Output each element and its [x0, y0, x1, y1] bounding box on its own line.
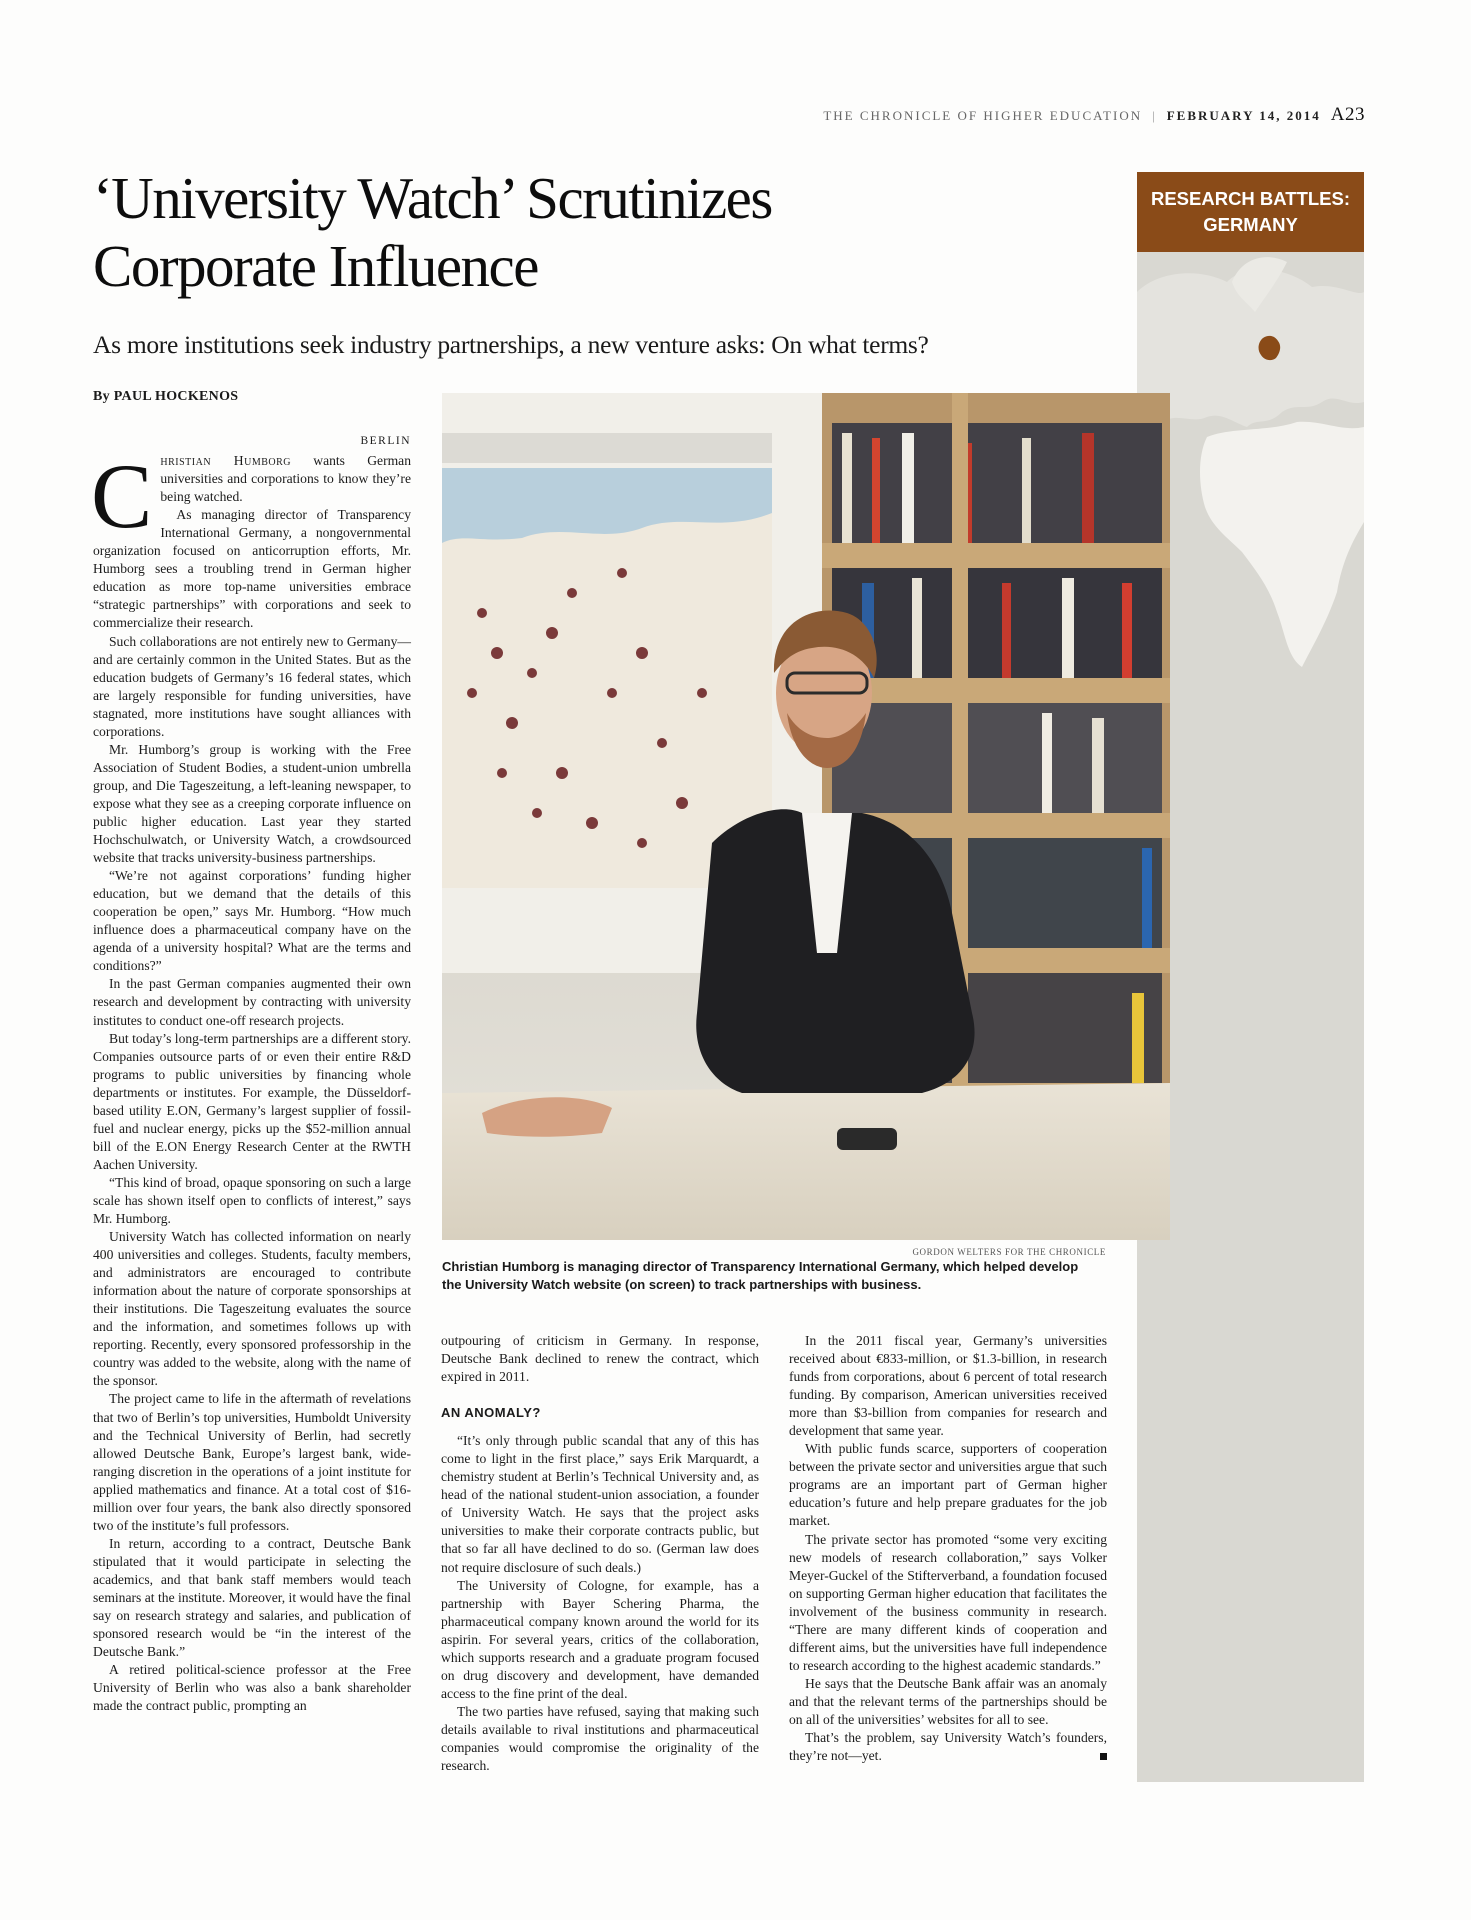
paragraph: In the past German companies augmented their own research and development by contracting with university institutes to conduct one-off research projects. [93, 976, 411, 1028]
publication-name: THE CHRONICLE OF HIGHER EDUCATION [823, 108, 1143, 123]
sidebar-title-line-1: RESEARCH BATTLES: [1150, 188, 1351, 209]
paragraph: In return, according to a contract, Deutsche Bank stipulated that it would participate in selecting the academics, and that bank staff members would teach seminars at the institute. Moreover, it would have the final say on research strategy and salaries, and publication of sponsored research would be “in the interest of the Deutsche Bank.” [93, 1535, 411, 1660]
article-column-2 [441, 1332, 759, 1775]
paragraph: But today’s long-term partnerships are a different story. Companies outsource parts of or even their entire R&D programs to public universities by financing whole departments or institutes. For example, the Düsseldorf-based utility E.ON, Germany’s largest supplier of fossil-fuel and nuclear energy, picks up the $52-million annual bill of the E.ON Energy Research Center at the RWTH Aachen University. [93, 1030, 411, 1172]
article-headline [93, 164, 1093, 300]
final-paragraph [789, 1729, 1107, 1765]
africa-landmass [1200, 422, 1364, 667]
headline-line-1: ‘University Watch’ Scrutinizes [93, 165, 772, 231]
drop-cap: C [91, 445, 153, 548]
paragraph: As managing director of Transparency International Germany, a nongovernmental organization focused on anticorruption efforts, Mr. Humborg sees a troubling trend in German higher education as more top-name universities embrace “strategic partnerships” with corporations and seek to commercialize their research. [93, 507, 411, 631]
paragraph: The University of Cologne, for example, has a partnership with Bayer Schering Pharma, the pharmaceutical company known around the world for its aspirin. For several years, critics of the collaboration, which supports research and a graduate program focused on drug discovery and development, have demanded access to the fine print of the deal. [441, 1577, 759, 1701]
paragraph: Such collaborations are not entirely new to Germany—and are certainly common in the United States. But as the education budgets of Germany’s 16 federal states, which are largely responsible for funding universities, have stagnated, more institutions have sought alliances with corporations. [93, 633, 411, 739]
article-column-1 [93, 432, 411, 1715]
paragraph: A retired political-science professor at the Free University of Berlin who was also a bank shareholder made the contract public, prompting an [93, 1662, 411, 1714]
page-number: A23 [1330, 104, 1365, 125]
lead-paragraph [91, 445, 412, 548]
sidebar-rail [1137, 172, 1364, 1782]
masthead [700, 104, 1365, 126]
issue-date: FEBRUARY 14, 2014 [1166, 108, 1321, 123]
sidebar-title-line-2: GERMANY [1203, 214, 1298, 235]
paragraph: With public funds scarce, supporters of cooperation between the private sector and universities argue that such programs are an important part of German higher education’s future and help prepare graduates for the job market. [789, 1441, 1107, 1529]
sidebar-header [1137, 172, 1364, 252]
paragraph: He says that the Deutsche Bank affair was an anomaly and that the relevant terms of the partnerships should be on all of the universities’ websites for all to see. [789, 1675, 1107, 1727]
photo-illustration [442, 393, 1170, 1240]
end-mark-icon [1100, 1753, 1107, 1760]
paragraph: “This kind of broad, opaque sponsoring on such a large scale has shown itself open to conflicts of interest,” says Mr. Humborg. [93, 1174, 411, 1227]
dateline: BERLIN [360, 435, 411, 447]
browser-bar [442, 433, 772, 463]
final-paragraph-text: That’s the problem, say University Watch’s founders, they’re not—yet. [789, 1730, 1107, 1764]
phone [837, 1128, 897, 1150]
lead-name: hristian Humborg [160, 453, 292, 469]
paragraph: outpouring of criticism in Germany. In response, Deutsche Bank declined to renew the contract, which expired in 2011. [441, 1333, 759, 1385]
paragraph: The two parties have refused, saying that making such details available to rival institutions and pharmaceutical companies would compromise the originality of the research. [441, 1703, 759, 1774]
article-deck: As more institutions seek industry partnerships, a new venture asks: On what terms? [93, 330, 929, 359]
paragraph: Mr. Humborg’s group is working with the Free Association of Student Bodies, a student-union umbrella group, and Die Tageszeitung, a left-leaning newspaper, to expose what they see as a creeping corporate influence on public higher education. Last year they started Hochschulwatch, or University Watch, a crowdsourced website that tracks university-business partnerships. [93, 741, 411, 866]
byline: By PAUL HOCKENOS [93, 389, 239, 404]
paragraph: “We’re not against corporations’ funding higher education, but we demand that the details of this cooperation be open,” says Mr. Humborg. “How much influence does a pharmaceutical company have on the agenda of a university hospital? What are the terms and conditions?” [93, 868, 411, 974]
paragraph: “It’s only through public scandal that any of this has come to light in the first place,” says Erik Marquardt, a chemistry student at Berlin’s Technical University and, as head of the national student-union association, a founder of University Watch. He says that the project asks universities to make their corporate contracts public, but that so far all have declined to do so. (German law does not require disclosure of such deals.) [441, 1433, 759, 1575]
paragraph: The private sector has promoted “some very exciting new models of research collaboration,” says Volker Meyer-Guckel of the Stifterverband, a foundation focused on supporting German higher education that facilitates the involvement of the business community in research. “There are many different kinds of cooperation and different aims, but the universities have full independence to research according to the highest academic standards.” [789, 1531, 1107, 1673]
article-photo [442, 393, 1170, 1240]
lead-text: wants German universities and corporations to know they’re being watched. [160, 453, 412, 505]
world-map-graphic [1137, 252, 1364, 672]
paragraph: The project came to life in the aftermath of revelations that two of Berlin’s top universities, Humboldt University and the Technical University of Berlin, had secretly allowed Deutsche Bank, Europe’s largest bank, wide-ranging discretion in the operations of a joint institute for applied mathematics and finance. At a total cost of $16-million over four years, the bank also directly sponsored two of the institute’s full professors. [93, 1391, 411, 1533]
photo-caption: Christian Humborg is managing director of Transparency International Germany, which helped develop the University Watch website (on screen) to track partnerships with business. [442, 1259, 1079, 1292]
paragraph: University Watch has collected information on nearly 400 universities and colleges. Students, faculty members, and administrators are encouraged to contribute information about the nature of corporate sponsorships at their institutions. Die Tageszeitung evaluates the source and the information, and sometimes follows up with reporting. Recently, every sponsored professorship in the country was added to the website, along with the name of the sponsor. [93, 1229, 411, 1389]
photo-credit: GORDON WELTERS FOR THE CHRONICLE [912, 1247, 1106, 1257]
article-column-3 [789, 1332, 1107, 1765]
paragraph: In the 2011 fiscal year, Germany’s universities received about €833-million, or $1.3-billion, in research funds from corporations, about 6 percent of total research funding. By comparison, American universities received more than $3-billion from companies for research and development that same year. [789, 1333, 1107, 1439]
section-subhead: AN ANOMALY? [441, 1405, 541, 1421]
masthead-separator: | [1152, 108, 1157, 123]
headline-line-2: Corporate Influence [93, 233, 538, 299]
